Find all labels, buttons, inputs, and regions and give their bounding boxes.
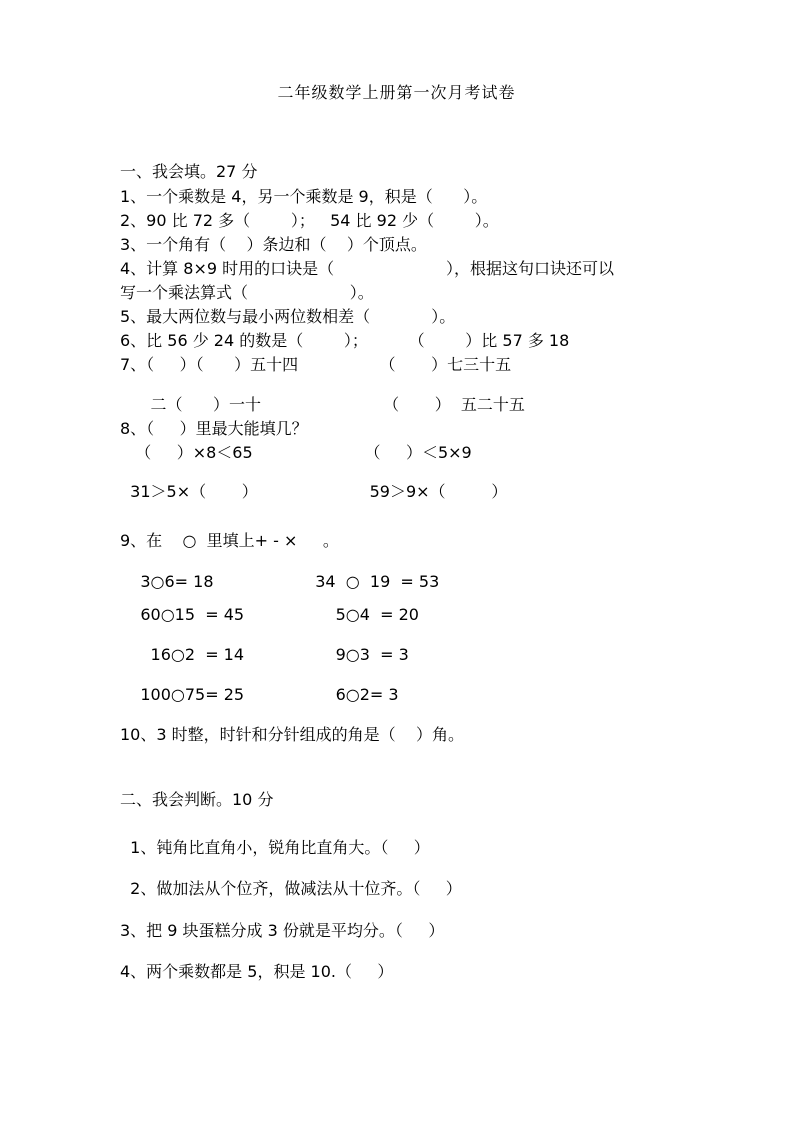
question-line: 31＞5×（ ） 59＞9×（ ） [120, 482, 508, 501]
question-line: 4、计算 8×9 时用的口诀是（ ），根据这句口诀还可以 [120, 259, 615, 278]
question-line: 60○15 = 45 5○4 = 20 [120, 605, 419, 624]
page-title: 二年级数学上册第一次月考试卷 [277, 83, 516, 102]
section1-heading: 一、我会填。27 分 [120, 162, 258, 181]
question-line: 写一个乘法算式（ ）。 [120, 283, 374, 302]
question-line: 16○2 = 14 9○3 = 3 [120, 645, 409, 664]
question-line: 2、90 比 72 多（ ）； 54 比 92 少（ ）。 [120, 211, 499, 230]
question-line: 3○6= 18 34 ○ 19 = 53 [120, 572, 440, 591]
question-line: 8、（ ）里最大能填几？ [120, 419, 308, 438]
question-line: 二（ ）一十 （ ） 五二十五 [120, 395, 525, 414]
question-line: 3、一个角有（ ）条边和（ ）个顶点。 [120, 235, 427, 254]
question-line: 3、把 9 块蛋糕分成 3 份就是平均分。（ ） [120, 921, 445, 940]
section2-heading: 二、我会判断。10 分 [120, 790, 274, 809]
question-line: 4、两个乘数都是 5，积是 10.（ ） [120, 962, 394, 981]
question-line: （ ）×8＜65 （ ）＜5×9 [120, 443, 472, 462]
question-line: 9、在 ○ 里填上+ - × 。 [120, 531, 339, 550]
question-line: 5、最大两位数与最小两位数相差（ ）。 [120, 307, 456, 326]
question-line: 6、比 56 少 24 的数是（ ）； （ ）比 57 多 18 [120, 331, 570, 350]
question-line: 100○75= 25 6○2= 3 [120, 685, 399, 704]
question-line: 1、钝角比直角小，锐角比直角大。（ ） [120, 838, 430, 857]
question-line: 1、一个乘数是 4，另一个乘数是 9，积是（ ）。 [120, 187, 488, 206]
question-line: 2、做加法从个位齐，做减法从十位齐。（ ） [120, 879, 462, 898]
question-line: 7、（ ）（ ）五十四 （ ）七三十五 [120, 355, 512, 374]
question-line: 10、3 时整，时针和分针组成的角是（ ）角。 [120, 725, 464, 744]
